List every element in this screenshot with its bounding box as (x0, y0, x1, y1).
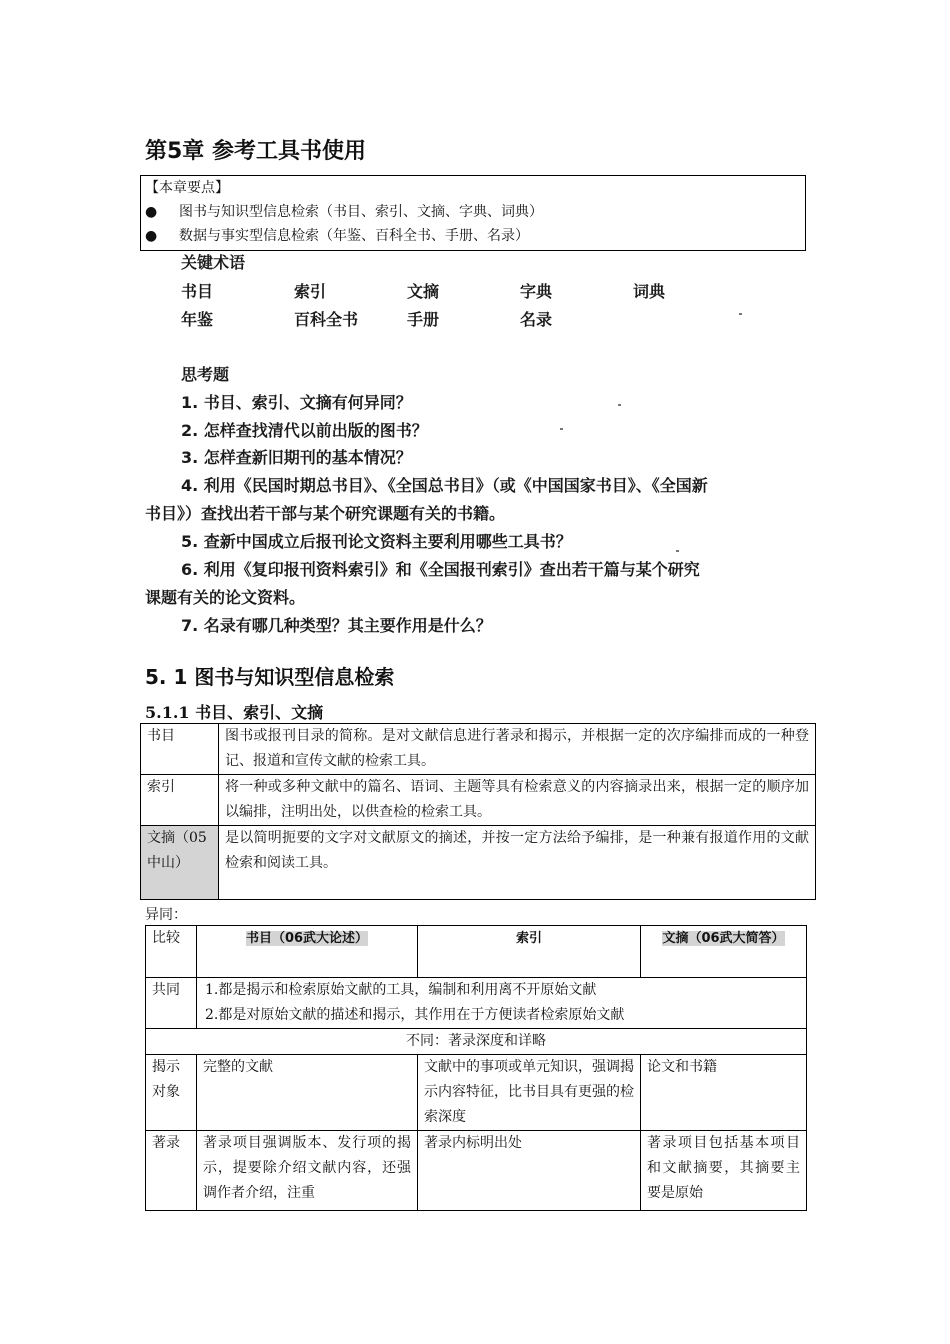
common-point: 2.都是对原始文献的描述和揭示，其作用在于方便读者检索原始文献 (205, 1007, 625, 1023)
bullet-icon: ● (145, 204, 158, 220)
table-row (146, 1029, 807, 1055)
scan-speck (560, 428, 563, 430)
compare-header: 文摘（06武大简答） (662, 931, 785, 946)
compare-row-label: 共同 (146, 978, 197, 1029)
comparison-table (145, 925, 807, 1211)
definition-text: 图书或报刊目录的简称。是对文献信息进行著录和揭示，并根据一定的次序编排而成的一种登记、报道和宣传文献的检索工具。 (219, 724, 816, 775)
questions-heading: 思考题 (181, 365, 230, 384)
question-7: 7. 名录有哪几种类型？其主要作用是什么？ (181, 616, 492, 635)
question-3: 3. 怎样查新旧期刊的基本情况？ (181, 448, 412, 467)
question-5: 5. 查新中国成立后报刊论文资料主要利用哪些工具书？ (181, 532, 572, 551)
scan-speck (618, 404, 621, 406)
definition-term: 文摘（05中山） (141, 826, 219, 900)
key-term: 百科全书 (294, 310, 359, 329)
compare-header: 比较 (146, 926, 197, 978)
compare-cell: 著录内标明出处 (418, 1131, 641, 1211)
compare-cell: 论文和书籍 (641, 1055, 807, 1131)
definition-text: 将一种或多种文献中的篇名、语词、主题等具有检索意义的内容摘录出来，根据一定的顺序加以编排，注明出处，以供查检的检索工具。 (219, 775, 816, 826)
key-term: 文摘 (407, 282, 440, 301)
question-4-line-2: 书目》）查找出若干部与某个研究课题有关的书籍。 (145, 504, 506, 523)
key-term: 手册 (407, 310, 440, 329)
question-1: 1. 书目、索引、文摘有何异同？ (181, 393, 412, 412)
key-points-box (140, 175, 806, 251)
scan-speck (676, 550, 679, 552)
common-point: 1.都是揭示和检索原始文献的工具，编制和利用离不开原始文献 (205, 982, 597, 998)
difference-banner: 不同：著录深度和详略 (146, 1029, 807, 1055)
definition-text: 是以简明扼要的文字对文献原文的摘述，并按一定方法给予编排，是一种兼有报道作用的文献检索和阅读工具。 (219, 826, 816, 900)
key-terms-row-2 (181, 307, 741, 329)
compare-cell: 文献中的事项或单元知识，强调揭示内容特征，比书目具有更强的检索深度 (418, 1055, 641, 1131)
key-term: 年鉴 (181, 310, 214, 329)
table-row (141, 775, 816, 826)
key-term: 书目 (181, 282, 214, 301)
compare-row-label: 著录 (146, 1131, 197, 1211)
question-2: 2. 怎样查找清代以前出版的图书？ (181, 421, 428, 440)
table-row (141, 724, 816, 775)
compare-header: 书目（06武大论述） (245, 931, 369, 946)
definitions-table (140, 723, 816, 900)
compare-row-label: 揭示对象 (146, 1055, 197, 1131)
compare-header: 索引 (418, 926, 641, 978)
key-point-item: 图书与知识型信息检索（书目、索引、文摘、字典、词典） (179, 204, 543, 220)
key-term: 字典 (520, 282, 553, 301)
compare-cell: 著录项目强调版本、发行项的揭示，提要除介绍文献内容，还强调作者介绍，注重 (197, 1131, 418, 1211)
table-row (146, 1055, 807, 1131)
key-term: 词典 (633, 282, 666, 301)
scan-speck (739, 313, 742, 315)
question-6-line-2: 课题有关的论文资料。 (145, 588, 306, 607)
key-point-item: 数据与事实型信息检索（年鉴、百科全书、手册、名录） (179, 228, 529, 244)
key-terms-row-1 (181, 279, 741, 301)
question-6-line-1: 6. 利用《复印报刊资料索引》和《全国报刊索引》查出若干篇与某个研究 (181, 560, 700, 579)
key-term: 索引 (294, 282, 327, 301)
definition-term: 书目 (141, 724, 219, 775)
yitong-label: 异同： (145, 907, 187, 923)
compare-cell: 著录项目包括基本项目和文献摘要，其摘要主要是原始 (641, 1131, 807, 1211)
subsection-title: 5.1.1 书目、索引、文摘 (145, 703, 324, 722)
key-terms-heading: 关键术语 (181, 253, 246, 272)
question-4-line-1: 4. 利用《民国时期总书目》、《全国总书目》（或《中国国家书目》、《全国新 (181, 476, 708, 495)
table-row (146, 978, 807, 1029)
bullet-icon: ● (145, 228, 158, 244)
key-term: 名录 (520, 310, 553, 329)
table-row (146, 1131, 807, 1211)
section-title: 5. 1 图书与知识型信息检索 (145, 665, 395, 689)
key-points-header: 【本章要点】 (145, 180, 229, 196)
definition-term: 索引 (141, 775, 219, 826)
compare-cell: 完整的文献 (197, 1055, 418, 1131)
table-row (141, 826, 816, 900)
chapter-title: 第5章 参考工具书使用 (145, 139, 366, 164)
table-row (146, 926, 807, 978)
